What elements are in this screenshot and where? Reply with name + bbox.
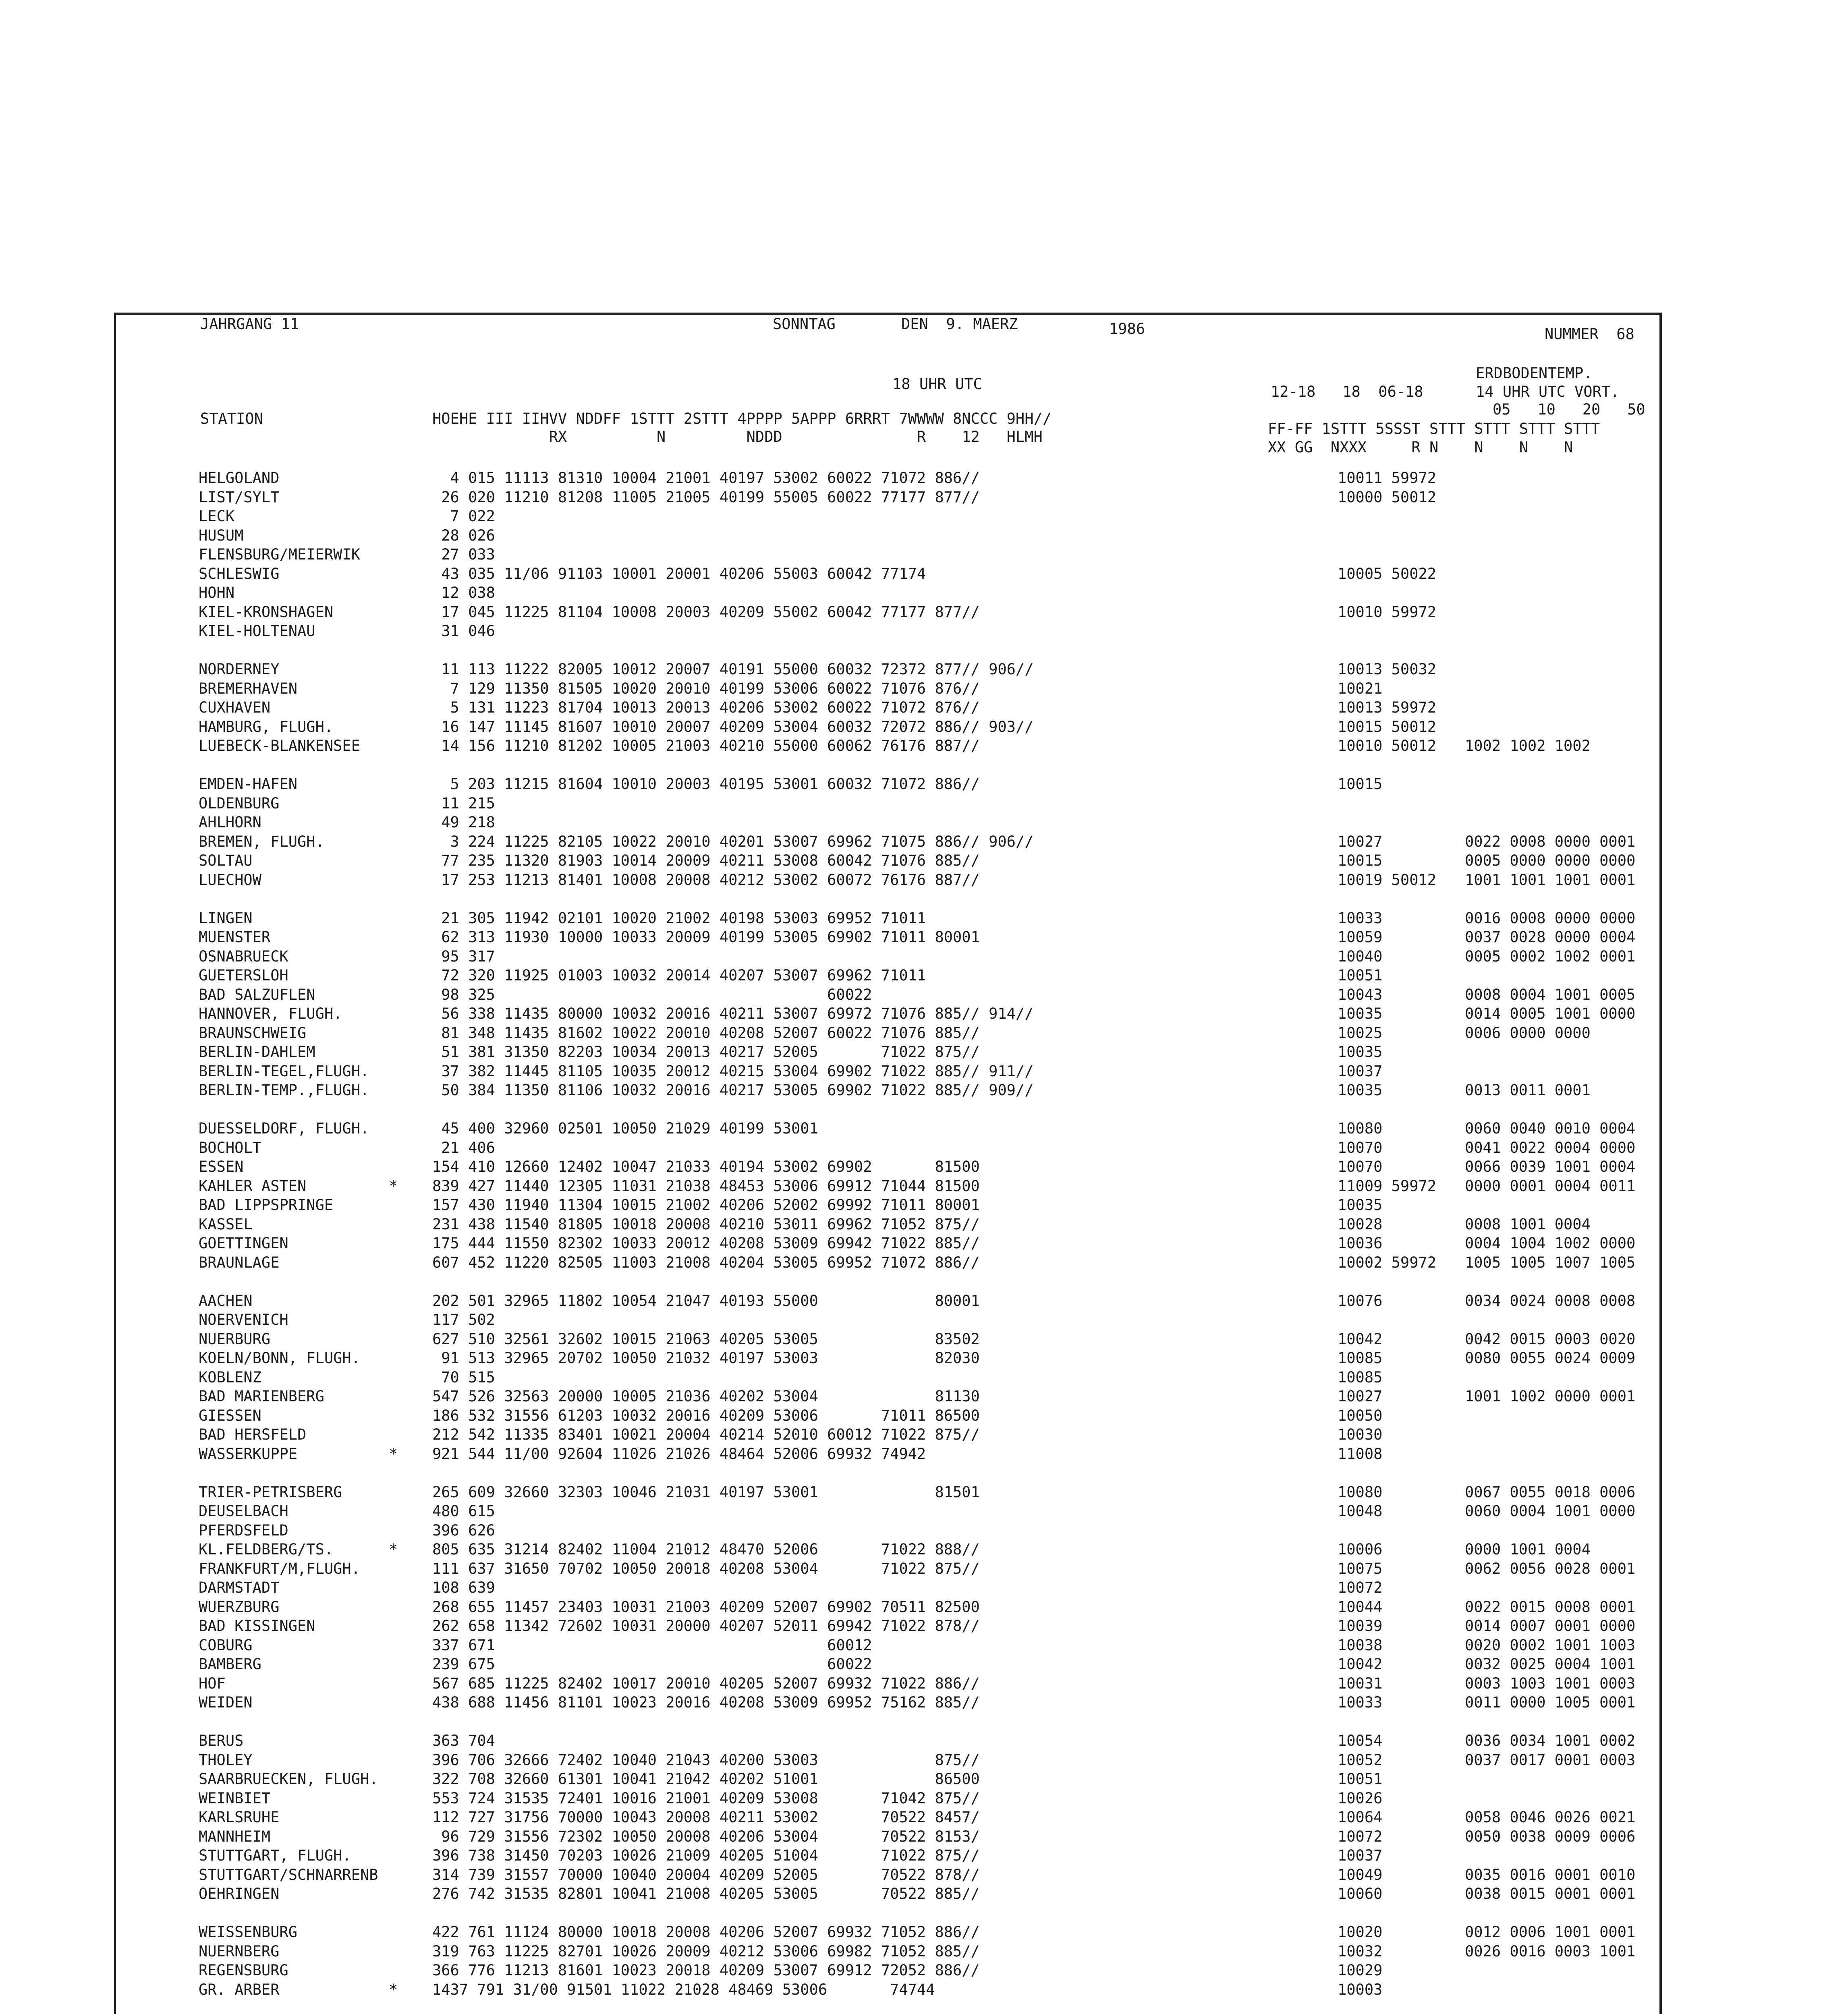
synop-data: 157 430 11940 11304 10015 21002 40206 52002 69992 71011 80001 [432,1196,980,1214]
extremes-data: 10075 [1338,1560,1383,1577]
right-header-1: FF-FF 1STTT 5SSST STTT STTT STTT STTT [1268,420,1600,437]
extremes-data: 10049 [1338,1866,1383,1883]
station-name: NORDERNEY [199,661,280,678]
synop-data: 51 381 31350 82203 10034 20013 40217 52005 71022 875// [432,1043,980,1061]
jahrgang: JAHRGANG 11 [200,315,299,333]
extremes-data: 10011 59972 [1338,469,1437,487]
extremes-data: 10040 [1338,947,1383,965]
extremes-data: 10051 [1338,1770,1383,1788]
soil-temperature: 0022 0015 0008 0001 [1465,1598,1636,1616]
extremes-data: 10030 [1338,1426,1383,1443]
soil-temperature: 0060 0004 1001 0000 [1465,1502,1636,1520]
soil-temperature: 0041 0022 0004 0000 [1465,1139,1636,1156]
extremes-data: 10032 [1338,1942,1383,1960]
synop-data: 98 325 60022 [432,986,872,1003]
synop-data: 4 015 11113 81310 10004 21001 40197 53002 60022 71072 886// [432,469,980,487]
station-name: BAD SALZUFLEN [199,986,315,1003]
synop-data: 5 131 11223 81704 10013 20013 40206 53002 60022 71072 876// [432,699,980,716]
station-name: WUERZBURG [199,1598,280,1616]
extremes-data: 10013 50032 [1338,661,1437,678]
synop-data: 921 544 11/00 92604 11026 21026 48464 52006 69932 74942 [432,1445,926,1463]
extremes-data: 10010 50012 [1338,737,1437,754]
extremes-data: 10052 [1338,1751,1383,1769]
year-label: 1986 [1109,320,1145,338]
soil-temperature: 0012 0006 1001 0001 [1465,1923,1636,1941]
station-name: DEUSELBACH [199,1502,288,1520]
synop-data: 21 305 11942 02101 10020 21002 40198 53003 69952 71011 [432,909,926,927]
day-label: SONNTAG [773,315,836,333]
synop-data: 7 129 11350 81505 10020 20010 40199 53006 60022 71076 876// [432,680,980,697]
station-name: KIEL-HOLTENAU [199,622,315,640]
extremes-data: 10031 [1338,1674,1383,1692]
extremes-data: 10029 [1338,1962,1383,1979]
station-name: KIEL-KRONSHAGEN [199,603,334,621]
extremes-data: 10048 [1338,1502,1383,1520]
synop-data: 7 022 [432,508,495,525]
station-name: GUETERSLOH [199,967,288,984]
station-name: BREMERHAVEN [199,680,298,697]
extremes-data: 10010 59972 [1338,603,1437,621]
synop-data: 95 317 [432,947,495,965]
mountain-station-marker: * [389,1981,398,1998]
extremes-data: 10027 [1338,1388,1383,1405]
soil-temperature: 0016 0008 0000 0000 [1465,909,1636,927]
station-name: LUECHOW [199,871,261,889]
extremes-data: 10033 [1338,1694,1383,1711]
synop-data: 5 203 11215 81604 10010 20003 40195 53001 60032 71072 886// [432,775,980,793]
synop-data: 45 400 32960 02501 10050 21029 40199 53001 [432,1120,818,1137]
extremes-data: 10028 [1338,1215,1383,1233]
soil-temperature: 0035 0016 0001 0010 [1465,1866,1636,1883]
extremes-data: 10015 [1338,852,1383,869]
station-name: COBURG [199,1636,253,1654]
station-name: EMDEN-HAFEN [199,775,298,793]
station-name: KASSEL [199,1215,253,1233]
soil-temperature: 0032 0025 0004 1001 [1465,1656,1636,1673]
synop-data: 396 738 31450 70203 10026 21009 40205 51004 71022 875// [432,1847,980,1864]
extremes-data: 10027 [1338,833,1383,850]
soil-temperature: 0058 0046 0026 0021 [1465,1809,1636,1826]
erdboden-time-header: 14 UHR UTC VORT. [1476,383,1620,400]
station-name: LUEBECK-BLANKENSEE [199,737,360,754]
soil-temperature: 0006 0000 0000 [1465,1024,1591,1042]
station-name: BOCHOLT [199,1139,261,1156]
station-name: BERLIN-TEMP.,FLUGH. [199,1082,369,1099]
synop-data: 186 532 31556 61203 10032 20016 40209 53006 71011 86500 [432,1407,980,1424]
station-name: BERUS [199,1732,244,1749]
station-name: HOF [199,1674,226,1692]
station-name: BAD LIPPSPRINGE [199,1196,334,1214]
extremes-data: 10002 59972 [1338,1254,1437,1271]
station-name: WEIDEN [199,1694,253,1711]
extremes-data: 10003 [1338,1981,1383,1998]
station-name: WEINBIET [199,1789,271,1807]
station-name: BAD MARIENBERG [199,1388,324,1405]
synop-data: 438 688 11456 81101 10023 20016 40208 53009 69952 75162 885// [432,1694,980,1711]
date-label: DEN 9. MAERZ [901,315,1018,333]
station-name: FRANKFURT/M,FLUGH. [199,1560,360,1577]
issue-number: NUMMER 68 [1545,325,1634,343]
station-name: MUENSTER [199,928,271,946]
synop-data: 91 513 32965 20702 10050 21032 40197 53003 82030 [432,1349,980,1367]
station-header: STATION [200,410,263,427]
station-name: HUSUM [199,526,244,544]
synop-data: 627 510 32561 32602 10015 21063 40205 53005 83502 [432,1330,980,1348]
synop-data: 12 038 [432,584,495,601]
station-name: BRAUNLAGE [199,1254,280,1271]
synop-data: 265 609 32660 32303 10046 21031 40197 53001 81501 [432,1483,980,1501]
station-name: LIST/SYLT [199,488,280,506]
synop-data: 805 635 31214 82402 11004 21012 48470 52006 71022 888// [432,1541,980,1558]
synop-data: 56 338 11435 80000 10032 20016 40211 53007 69972 71076 885// 914// [432,1005,1034,1022]
synop-data: 11 113 11222 82005 10012 20007 40191 55000 60032 72372 877// 906// [432,661,1034,678]
station-name: ESSEN [199,1158,244,1175]
soil-temperature: 0026 0016 0003 1001 [1465,1942,1636,1960]
soil-temperature: 0066 0039 1001 0004 [1465,1158,1636,1175]
station-name: TRIER-PETRISBERG [199,1483,342,1501]
soil-temperature: 0003 1003 1001 0003 [1465,1674,1636,1692]
station-name: KL.FELDBERG/TS. [199,1541,334,1558]
mountain-station-marker: * [389,1177,398,1195]
synop-data: 27 033 [432,546,495,563]
synop-data: 231 438 11540 81805 10018 20008 40210 53011 69962 71052 875// [432,1215,980,1233]
extremes-data: 10019 50012 [1338,871,1437,889]
station-name: THOLEY [199,1751,253,1769]
extremes-data: 10064 [1338,1809,1383,1826]
station-name: BAD HERSFELD [199,1426,307,1443]
extremes-data: 10043 [1338,986,1383,1003]
station-name: OSNABRUECK [199,947,288,965]
soil-temperature: 0008 0004 1001 0005 [1465,986,1636,1003]
station-name: BAD KISSINGEN [199,1617,315,1635]
extremes-data: 10021 [1338,680,1383,697]
station-name: STUTTGART, FLUGH. [199,1847,351,1864]
soil-temperature: 0014 0007 0001 0000 [1465,1617,1636,1635]
soil-temperature: 0011 0000 1005 0001 [1465,1694,1636,1711]
extremes-data: 10000 50012 [1338,488,1437,506]
extremes-data: 10035 [1338,1082,1383,1099]
extremes-data: 10015 50012 [1338,718,1437,736]
synop-data: 262 658 11342 72602 10031 20000 40207 52011 69942 71022 878// [432,1617,980,1635]
station-name: PFERDSFELD [199,1521,288,1539]
extremes-data: 10072 [1338,1579,1383,1596]
soil-temperature: 0000 0001 0004 0011 [1465,1177,1636,1195]
station-name: AACHEN [199,1292,253,1310]
soil-temperature: 0037 0028 0000 0004 [1465,928,1636,946]
synop-data: 62 313 11930 10000 10033 20009 40199 53005 69902 71011 80001 [432,928,980,946]
extremes-data: 10042 [1338,1330,1383,1348]
synop-data: 43 035 11/06 91103 10001 20001 40206 55003 60042 77174 [432,565,926,582]
station-name: LECK [199,508,235,525]
soil-temperature: 0008 1001 0004 [1465,1215,1591,1233]
synop-data: 49 218 [432,814,495,831]
extremes-data: 10072 [1338,1828,1383,1845]
synop-data: 14 156 11210 81202 10005 21003 40210 55000 60062 76176 887// [432,737,980,754]
synop-data: 16 147 11145 81607 10010 20007 40209 53004 60032 72072 886// 903// [432,718,1034,736]
synop-data: 547 526 32563 20000 10005 21036 40202 53004 81130 [432,1388,980,1405]
extremes-data: 10059 [1338,928,1383,946]
extremes-data: 10038 [1338,1636,1383,1654]
extremes-data: 10042 [1338,1656,1383,1673]
extremes-data: 10035 [1338,1005,1383,1022]
extremes-data: 10085 [1338,1368,1383,1386]
synop-data: 366 776 11213 81601 10023 20018 40209 53007 69912 72052 886// [432,1962,980,1979]
right-times-header: 12-18 18 06-18 [1271,383,1423,400]
station-name: KOBLENZ [199,1368,261,1386]
station-name: BERLIN-TEGEL,FLUGH. [199,1062,369,1080]
station-name: MANNHEIM [199,1828,271,1845]
station-name: HELGOLAND [199,469,280,487]
extremes-data: 10070 [1338,1158,1383,1175]
synop-data: 1437 791 31/00 91501 11022 21028 48469 53006 74744 [432,1981,935,1998]
synop-data: 81 348 11435 81602 10022 20010 40208 52007 60022 71076 885// [432,1024,980,1042]
synop-data: 319 763 11225 82701 10026 20009 40212 53006 69982 71052 885// [432,1942,980,1960]
utc-18-header: 18 UHR UTC [892,375,982,393]
station-name: OLDENBURG [199,794,280,812]
extremes-data: 10015 [1338,775,1383,793]
synop-data: 17 045 11225 81104 10008 20003 40209 55002 60042 77177 877// [432,603,980,621]
extremes-data: 10006 [1338,1541,1383,1558]
station-name: HANNOVER, FLUGH. [199,1005,342,1022]
synop-data: 31 046 [432,622,495,640]
soil-temperature: 1001 1001 1001 0001 [1465,871,1636,889]
station-name: REGENSBURG [199,1962,288,1979]
extremes-data: 10037 [1338,1847,1383,1864]
synop-data: 26 020 11210 81208 11005 21005 40199 55005 60022 77177 877// [432,488,980,506]
station-name: STUTTGART/SCHNARRENB [199,1866,378,1883]
soil-temperature: 0005 0000 0000 0000 [1465,852,1636,869]
soil-temperature: 0005 0002 1002 0001 [1465,947,1636,965]
synop-data: 322 708 32660 61301 10041 21042 40202 51001 86500 [432,1770,980,1788]
extremes-data: 10076 [1338,1292,1383,1310]
extremes-data: 10085 [1338,1349,1383,1367]
soil-temperature: 0036 0034 1001 0002 [1465,1732,1636,1749]
station-name: BREMEN, FLUGH. [199,833,324,850]
synop-data: 37 382 11445 81105 10035 20012 40215 53004 69902 71022 885// 911// [432,1062,1034,1080]
mountain-station-marker: * [389,1445,398,1463]
station-name: SCHLESWIG [199,565,280,582]
soil-temperature: 0000 1001 0004 [1465,1541,1591,1558]
synop-data: 70 515 [432,1368,495,1386]
synop-data: 72 320 11925 01003 10032 20014 40207 53007 69962 71011 [432,967,926,984]
synop-data: 239 675 60022 [432,1656,872,1673]
synop-data: 839 427 11440 12305 11031 21038 48453 53006 69912 71044 81500 [432,1177,980,1195]
right-header-2: XX GG NXXX R N N N N [1268,439,1573,456]
station-name: HOHN [199,584,235,601]
soil-temperature: 1001 1002 0000 0001 [1465,1388,1636,1405]
depths-header: 05 10 20 50 [1493,401,1645,418]
station-name: OEHRINGEN [199,1885,280,1902]
soil-temperature: 0050 0038 0009 0006 [1465,1828,1636,1845]
station-name: WEISSENBURG [199,1923,298,1941]
extremes-data: 10080 [1338,1483,1383,1501]
extremes-data: 10080 [1338,1120,1383,1137]
synop-data: 21 406 [432,1139,495,1156]
station-name: SOLTAU [199,852,253,869]
extremes-data: 10033 [1338,909,1383,927]
station-name: GR. ARBER [199,1981,280,1998]
extremes-data: 10060 [1338,1885,1383,1902]
synop-data: 17 253 11213 81401 10008 20008 40212 53002 60072 76176 887// [432,871,980,889]
station-name: KARLSRUHE [199,1809,280,1826]
mountain-station-marker: * [389,1541,398,1558]
station-name: FLENSBURG/MEIERWIK [199,546,360,563]
synop-data: 480 615 [432,1502,495,1520]
synop-data: 28 026 [432,526,495,544]
synop-data: 553 724 31535 72401 10016 21001 40209 53008 71042 875// [432,1789,980,1807]
extremes-data: 10020 [1338,1923,1383,1941]
soil-temperature: 0062 0056 0028 0001 [1465,1560,1636,1577]
station-name: SAARBRUECKEN, FLUGH. [199,1770,378,1788]
extremes-data: 10039 [1338,1617,1383,1635]
synop-data: 117 502 [432,1311,495,1328]
station-name: BERLIN-DAHLEM [199,1043,315,1061]
synop-data: 212 542 11335 83401 10021 20004 40214 52010 60012 71022 875// [432,1426,980,1443]
extremes-data: 10005 50022 [1338,565,1437,582]
soil-temperature: 0038 0015 0001 0001 [1465,1885,1636,1902]
station-name: GIESSEN [199,1407,261,1424]
station-name: LINGEN [199,909,253,927]
soil-temperature: 0013 0011 0001 [1465,1082,1591,1099]
synop-data: 276 742 31535 82801 10041 21008 40205 53005 70522 885// [432,1885,980,1902]
station-name: BAMBERG [199,1656,261,1673]
station-name: WASSERKUPPE [199,1445,298,1463]
soil-temperature: 1002 1002 1002 [1465,737,1591,754]
synop-data: 3 224 11225 82105 10022 20010 40201 53007 69962 71075 886// 906// [432,833,1034,850]
soil-temperature: 0060 0040 0010 0004 [1465,1120,1636,1137]
erdboden-header: ERDBODENTEMP. [1476,365,1593,382]
station-name: CUXHAVEN [199,699,271,716]
station-name: AHLHORN [199,814,261,831]
extremes-data: 10044 [1338,1598,1383,1616]
extremes-data: 10036 [1338,1235,1383,1252]
synop-data: 363 704 [432,1732,495,1749]
extremes-data: 10025 [1338,1024,1383,1042]
extremes-data: 10037 [1338,1062,1383,1080]
synop-data: 11 215 [432,794,495,812]
synop-data: 314 739 31557 70000 10040 20004 40209 52005 70522 878// [432,1866,980,1883]
synop-data: 396 706 32666 72402 10040 21043 40200 53003 875// [432,1751,980,1769]
soil-temperature: 1005 1005 1007 1005 [1465,1254,1636,1271]
station-name: GOETTINGEN [199,1235,288,1252]
extremes-data: 10013 59972 [1338,699,1437,716]
extremes-data: 11008 [1338,1445,1383,1463]
synop-data: 202 501 32965 11802 10054 21047 40193 55000 80001 [432,1292,980,1310]
synop-data: 112 727 31756 70000 10043 20008 40211 53002 70522 8457/ [432,1809,980,1826]
station-name: KAHLER ASTEN [199,1177,307,1195]
synop-data: 337 671 60012 [432,1636,872,1654]
extremes-data: 10070 [1338,1139,1383,1156]
synop-data: 96 729 31556 72302 10050 20008 40206 53004 70522 8153/ [432,1828,980,1845]
soil-temperature: 0037 0017 0001 0003 [1465,1751,1636,1769]
synop-data: 396 626 [432,1521,495,1539]
synop-data: 268 655 11457 23403 10031 21003 40209 52007 69902 70511 82500 [432,1598,980,1616]
station-name: KOELN/BONN, FLUGH. [199,1349,360,1367]
extremes-data: 10054 [1338,1732,1383,1749]
extremes-data: 10035 [1338,1043,1383,1061]
synop-data: 154 410 12660 12402 10047 21033 40194 53002 69902 81500 [432,1158,980,1175]
station-name: NUERNBERG [199,1942,280,1960]
soil-temperature: 0014 0005 1001 0000 [1465,1005,1636,1022]
soil-temperature: 0034 0024 0008 0008 [1465,1292,1636,1310]
synop-data: 108 639 [432,1579,495,1596]
synop-data: 50 384 11350 81106 10032 20016 40217 53005 69902 71022 885// 909// [432,1082,1034,1099]
main-header-1: HOEHE III IIHVV NDDFF 1STTT 2STTT 4PPPP 5APPP 6RRRT 7WWWW 8NCCC 9HH// [432,410,1052,427]
soil-temperature: 0042 0015 0003 0020 [1465,1330,1636,1348]
extremes-data: 10051 [1338,967,1383,984]
extremes-data: 10026 [1338,1789,1383,1807]
extremes-data: 10035 [1338,1196,1383,1214]
station-name: BRAUNSCHWEIG [199,1024,307,1042]
synop-data: 422 761 11124 80000 10018 20008 40206 52007 69932 71052 886// [432,1923,980,1941]
soil-temperature: 0022 0008 0000 0001 [1465,833,1636,850]
synop-data: 607 452 11220 82505 11003 21008 40204 53005 69952 71072 886// [432,1254,980,1271]
synop-data: 77 235 11320 81903 10014 20009 40211 53008 60042 71076 885// [432,852,980,869]
extremes-data: 10050 [1338,1407,1383,1424]
soil-temperature: 0004 1004 1002 0000 [1465,1235,1636,1252]
extremes-data: 11009 59972 [1338,1177,1437,1195]
soil-temperature: 0067 0055 0018 0006 [1465,1483,1636,1501]
station-name: DARMSTADT [199,1579,280,1596]
soil-temperature: 0020 0002 1001 1003 [1465,1636,1636,1654]
station-name: HAMBURG, FLUGH. [199,718,334,736]
station-name: NOERVENICH [199,1311,288,1328]
synop-data: 567 685 11225 82402 10017 20010 40205 52007 69932 71022 886// [432,1674,980,1692]
station-name: DUESSELDORF, FLUGH. [199,1120,369,1137]
synop-data: 111 637 31650 70702 10050 20018 40208 53004 71022 875// [432,1560,980,1577]
main-header-2: RX N NDDD R 12 HLMH [432,428,1043,445]
synop-data: 175 444 11550 82302 10033 20012 40208 53009 69942 71022 885// [432,1235,980,1252]
station-name: NUERBURG [199,1330,271,1348]
soil-temperature: 0080 0055 0024 0009 [1465,1349,1636,1367]
